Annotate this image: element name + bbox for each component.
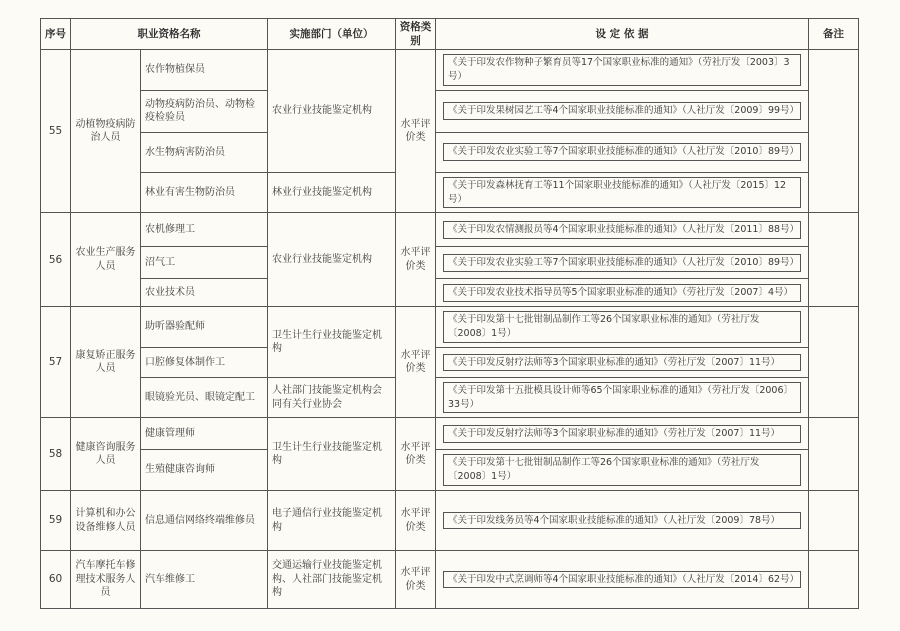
basis-text: 《关于印发农业实验工等7个国家职业技能标准的通知》（人社厅发〔2010〕89号）: [443, 254, 801, 272]
sub-occupation: 生殖健康咨询师: [141, 450, 268, 491]
table-row: [41, 418, 859, 450]
basis-text: 《关于印发农情测报员等4个国家职业技能标准的通知》（人社厅发〔2011〕88号）: [443, 221, 801, 239]
table-row: [41, 90, 859, 132]
qualification-type: 水平评价类: [396, 50, 436, 213]
sub-occupation: 农业技术员: [141, 279, 268, 307]
table-row: [41, 347, 859, 377]
occupation-name: 动植物疫病防治人员: [71, 50, 141, 213]
table-row: [41, 491, 859, 551]
sub-occupation: 沼气工: [141, 247, 268, 279]
basis-text: 《关于印发农业技术指导员等5个国家职业标准的通知》（劳社厅发〔2007〕4号）: [443, 284, 801, 302]
basis-text: 《关于印发中式烹调师等4个国家职业技能标准的通知》（人社厅发〔2014〕62号）: [443, 571, 801, 589]
row-number: 59: [41, 491, 71, 551]
department: 卫生计生行业技能鉴定机构: [268, 307, 396, 378]
table-row: [41, 450, 859, 491]
department: 人社部门技能鉴定机构会同有关行业协会: [268, 377, 396, 418]
note-cell: [809, 418, 859, 491]
sub-occupation: 农作物植保员: [141, 50, 268, 91]
basis-text: 《关于印发森林抚育工等11个国家职业技能标准的通知》（人社厅发〔2015〕12号）: [443, 177, 801, 209]
table-row: [41, 50, 859, 91]
basis-text: 《关于印发第十五批模具设计师等65个国家职业标准的通知》（劳社厅发〔2006〕33号）: [443, 382, 801, 414]
row-number: 58: [41, 418, 71, 491]
occupation-name: 健康咨询服务人员: [71, 418, 141, 491]
department: 交通运输行业技能鉴定机构、人社部门技能鉴定机构: [268, 551, 396, 609]
table-row: [41, 551, 859, 609]
basis-text: 《关于印发农作物种子繁育员等17个国家职业标准的通知》（劳社厅发〔2003〕3号）: [443, 54, 801, 86]
occupation-name: 汽车摩托车修理技术服务人员: [71, 551, 141, 609]
basis-text: 《关于印发反射疗法师等3个国家职业标准的通知》（劳社厅发〔2007〕11号）: [443, 425, 801, 443]
table-row: [41, 279, 859, 307]
note-cell: [809, 491, 859, 551]
note-cell: [809, 307, 859, 418]
sub-occupation: 健康管理师: [141, 418, 268, 450]
table-row: [41, 172, 859, 213]
basis-text: 《关于印发反射疗法师等3个国家职业标准的通知》（劳社厅发〔2007〕11号）: [443, 354, 801, 372]
header-type: 资格类别: [396, 19, 436, 50]
sub-occupation: 助听器验配师: [141, 307, 268, 348]
sub-occupation: 水生物病害防治员: [141, 132, 268, 172]
header-row: [41, 19, 859, 50]
sub-occupation: 信息通信网络终端维修员: [141, 491, 268, 551]
note-cell: [809, 551, 859, 609]
sub-occupation: 林业有害生物防治员: [141, 172, 268, 213]
sub-occupation: 口腔修复体制作工: [141, 347, 268, 377]
sub-occupation: 农机修理工: [141, 213, 268, 247]
basis-text: 《关于印发农业实验工等7个国家职业技能标准的通知》（人社厅发〔2010〕89号）: [443, 143, 801, 161]
note-cell: [809, 50, 859, 213]
basis-text: 《关于印发线务员等4个国家职业技能标准的通知》（人社厅发〔2009〕78号）: [443, 512, 801, 530]
occupation-name: 农业生产服务人员: [71, 213, 141, 307]
table-row: [41, 213, 859, 247]
note-cell: [809, 213, 859, 307]
header-basis: 设 定 依 据: [436, 19, 809, 50]
table-row: [41, 132, 859, 172]
qualification-type: 水平评价类: [396, 491, 436, 551]
sub-occupation: 眼镜验光员、眼镜定配工: [141, 377, 268, 418]
basis-text: 《关于印发第十七批钳制品制作工等26个国家职业标准的通知》（劳社厅发〔2008〕1号）: [443, 311, 801, 343]
basis-text: 《关于印发第十七批钳制品制作工等26个国家职业标准的通知》（劳社厅发〔2008〕1号）: [443, 454, 801, 486]
department: 林业行业技能鉴定机构: [268, 172, 396, 213]
occupation-name: 计算机和办公设备维修人员: [71, 491, 141, 551]
header-name: 职业资格名称: [71, 19, 268, 50]
qualification-type: 水平评价类: [396, 307, 436, 418]
table-row: [41, 377, 859, 418]
department: 农业行业技能鉴定机构: [268, 50, 396, 173]
department: 卫生计生行业技能鉴定机构: [268, 418, 396, 491]
occupation-name: 康复矫正服务人员: [71, 307, 141, 418]
department: 电子通信行业技能鉴定机构: [268, 491, 396, 551]
department: 农业行业技能鉴定机构: [268, 213, 396, 307]
header-note: 备注: [809, 19, 859, 50]
qualification-type: 水平评价类: [396, 213, 436, 307]
sub-occupation: 汽车维修工: [141, 551, 268, 609]
row-number: 56: [41, 213, 71, 307]
sub-occupation: 动物疫病防治员、动物检疫检验员: [141, 90, 268, 132]
table-row: [41, 307, 859, 348]
qualification-table: [40, 18, 859, 609]
header-dept: 实施部门（单位）: [268, 19, 396, 50]
qualification-type: 水平评价类: [396, 551, 436, 609]
row-number: 57: [41, 307, 71, 418]
header-num: 序号: [41, 19, 71, 50]
table-row: [41, 247, 859, 279]
row-number: 60: [41, 551, 71, 609]
basis-text: 《关于印发果树园艺工等4个国家职业技能标准的通知》（人社厅发〔2009〕99号）: [443, 102, 801, 120]
row-number: 55: [41, 50, 71, 213]
qualification-type: 水平评价类: [396, 418, 436, 491]
